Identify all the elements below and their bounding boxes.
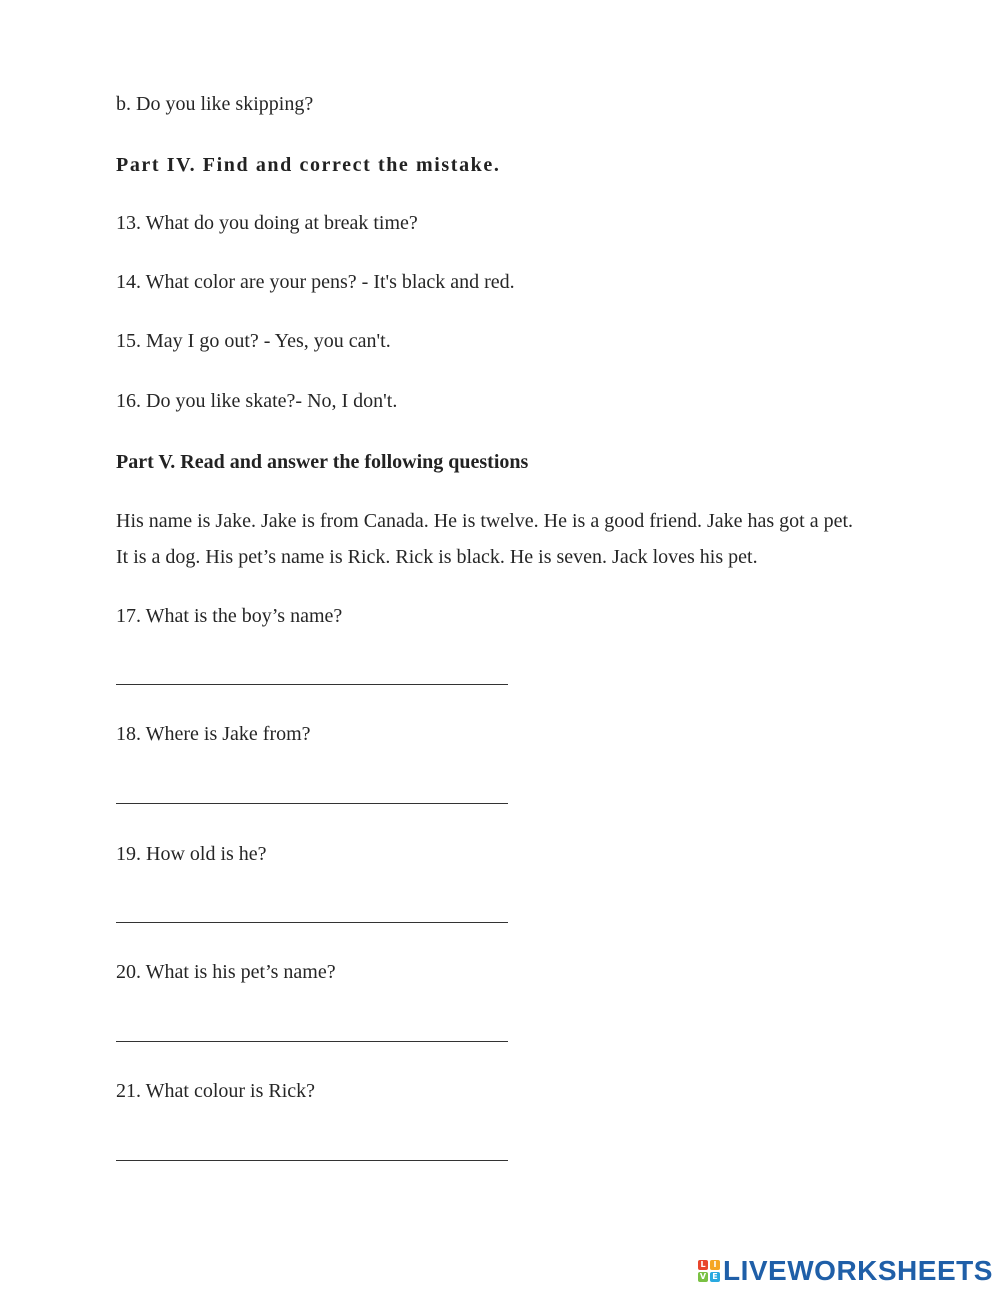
previous-question: b. Do you like skipping? — [116, 93, 314, 115]
part4-item-15: 15. May I go out? - Yes, you can't. — [116, 330, 391, 352]
passage-line-2: It is a dog. His pet’s name is Rick. Rick is black. He is seven. Jack loves his pet. — [116, 546, 758, 568]
logo-text: LIVEWORKSHEETS — [723, 1255, 993, 1286]
part4-item-16: 16. Do you like skate?- No, I don't. — [116, 390, 398, 412]
answer-line-18[interactable] — [116, 803, 508, 804]
answer-line-21[interactable] — [116, 1160, 508, 1161]
question-21: 21. What colour is Rick? — [116, 1080, 316, 1102]
logo-blocks-icon — [698, 1260, 720, 1282]
part4-item-14: 14. What color are your pens? - It's black and red. — [116, 271, 515, 293]
question-20: 20. What is his pet’s name? — [116, 961, 336, 983]
question-18: 18. Where is Jake from? — [116, 723, 311, 745]
question-17: 17. What is the boy’s name? — [116, 605, 343, 627]
answer-line-17[interactable] — [116, 684, 508, 685]
logo-block-v: V — [699, 1272, 707, 1281]
logo-block-e: E — [710, 1272, 720, 1282]
part4-heading: Part IV. Find and correct the mistake. — [116, 154, 501, 176]
answer-line-19[interactable] — [116, 922, 508, 923]
passage-line-1: His name is Jake. Jake is from Canada. He is twelve. He is a good friend. Jake has got a pet. — [116, 510, 854, 532]
logo-block-i: I — [710, 1260, 720, 1270]
part5-heading: Part V. Read and answer the following questions — [116, 451, 529, 473]
answer-line-20[interactable] — [116, 1041, 508, 1042]
logo-block-l: L — [698, 1260, 708, 1270]
part4-item-13: 13. What do you doing at break time? — [116, 212, 418, 234]
question-19: 19. How old is he? — [116, 843, 267, 865]
liveworksheets-logo — [698, 1253, 993, 1289]
